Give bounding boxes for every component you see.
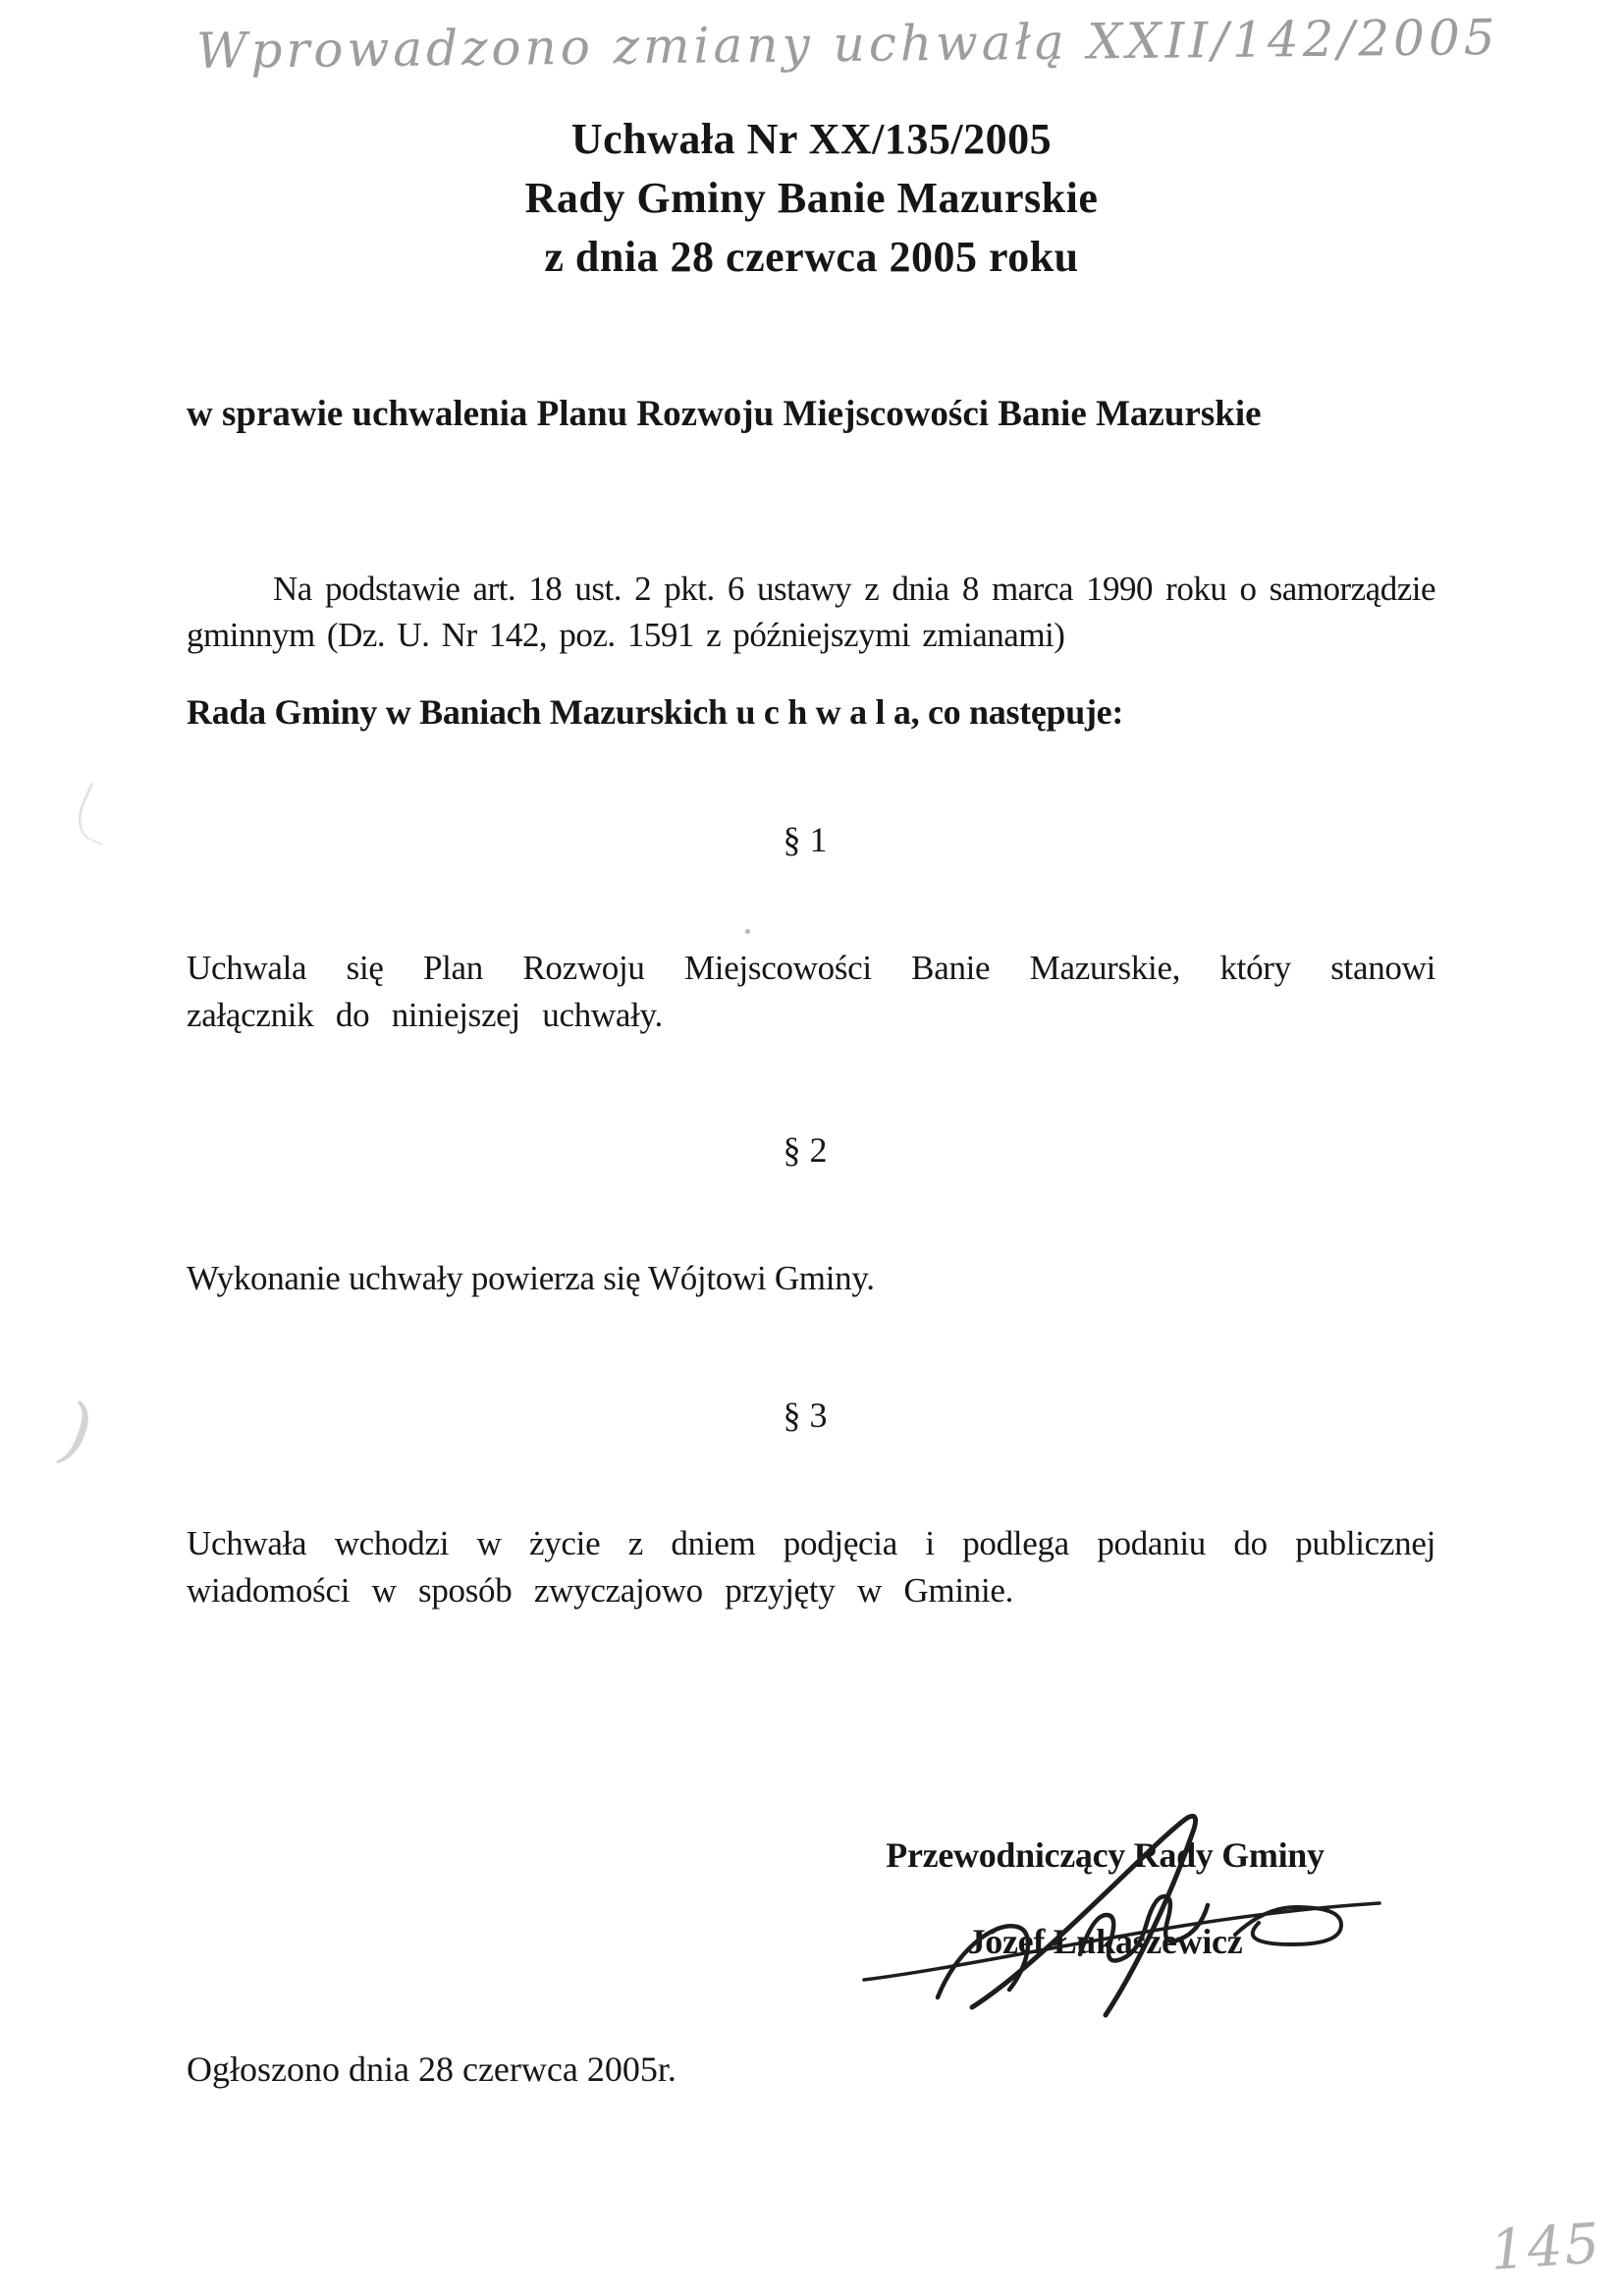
scan-dot-artifact (745, 929, 750, 934)
section-1-text: Uchwala się Plan Rozwoju Miejscowości Banie Mazurskie, który stanowi załącznik do niniejszej uchwały. (187, 949, 1435, 1034)
section-2-mark: § 2 (783, 1130, 828, 1170)
subject-line: w sprawie uchwalenia Planu Rozwoju Miejscowości Banie Mazurskie (187, 394, 1262, 434)
signature-name: Józef Łukaszewicz (967, 1922, 1243, 1961)
handwritten-annotation: Wprowadzono zmiany uchwałą XXII/142/2005 (195, 9, 1499, 80)
title-line-2: Rady Gminy Banie Mazurskie (524, 174, 1099, 222)
section-3-text: Uchwała wchodzi w życie z dniem podjęcia i podlega podaniu do publicznej wiadomości w sposób zwyczajowo przyjęty w Gminie. (187, 1524, 1435, 1610)
pencil-margin-mark: ) (56, 1387, 98, 1475)
scan-smudge-artifact (70, 783, 125, 846)
enacting-clause: Rada Gminy w Baniach Mazurskich u c h w a l a, co następuje: (187, 692, 1124, 732)
title-block (0, 110, 1623, 287)
title-line-3: z dnia 28 czerwca 2005 roku (544, 233, 1079, 281)
legal-basis-paragraph: Na podstawie art. 18 ust. 2 pkt. 6 ustawy z dnia 8 marca 1990 roku o samorządzie gminnym (Dz. U. Nr 142, poz. 1591 z późniejszymi zmianami) (187, 570, 1435, 654)
section-2-text: Wykonanie uchwały powierza się Wójtowi Gminy. (187, 1259, 875, 1297)
section-1-mark: § 1 (783, 820, 828, 859)
signature-role: Przewodniczący Rady Gminy (886, 1835, 1325, 1875)
handwritten-page-number: 145 (1488, 2212, 1604, 2283)
announcement-line: Ogłoszono dnia 28 czerwca 2005r. (187, 2050, 676, 2089)
section-3-mark: § 3 (783, 1395, 828, 1435)
title-line-1: Uchwała Nr XX/135/2005 (570, 115, 1053, 163)
